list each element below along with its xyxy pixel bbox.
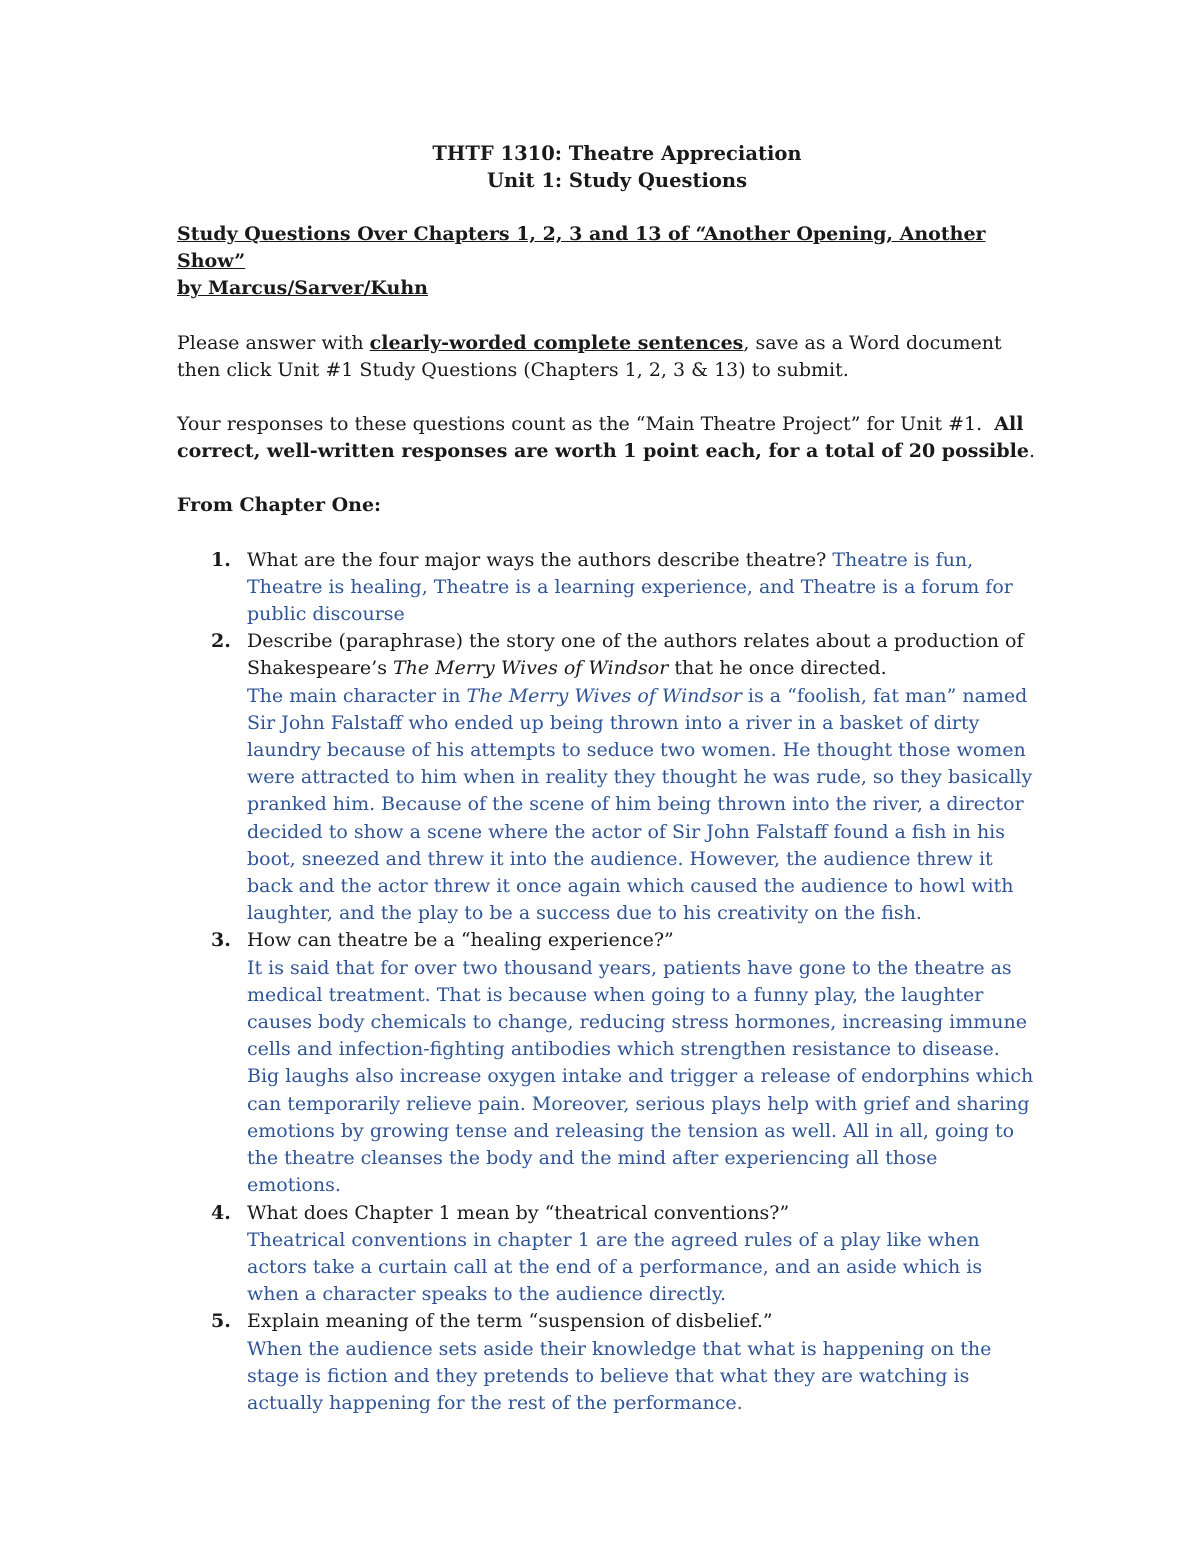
question-item-1 (177, 547, 1037, 629)
instructions-emphasis: clearly-worded complete sentences (369, 331, 744, 354)
answer-text-start: The main character in (247, 684, 467, 707)
question-text-end: that he once directed. (668, 657, 887, 680)
scoring-bold-text: All correct, well-written responses are worth 1 point each, for a total of 20 possible (177, 413, 1029, 463)
answer-text (247, 683, 1037, 928)
document-page (177, 140, 1037, 1417)
question-text (247, 628, 1037, 682)
question-text: What does Chapter 1 mean by “theatrical conventions?” (247, 1201, 790, 1224)
chapter-heading: From Chapter One: (177, 494, 382, 517)
question-number: 5. (211, 1310, 231, 1333)
course-title: THTF 1310: Theatre Appreciation (432, 142, 802, 165)
question-text-start: Describe (paraphrase) the story one of the authors relates about a production of Shakespeare’s (247, 630, 1024, 680)
question-number: 2. (211, 630, 231, 653)
study-questions-heading (177, 221, 1037, 303)
question-text: How can theatre be a “healing experience?” (247, 929, 674, 952)
question-list (177, 547, 1037, 1418)
play-title: The Merry Wives of Windsor (466, 684, 742, 707)
question-item-4 (177, 1200, 1037, 1309)
instructions-text-end: , save as a Word document then click Unit #1 Study Questions (Chapters 1, 2, 3 & 13) to submit. (177, 331, 1002, 381)
question-number: 3. (211, 929, 231, 952)
answer-text: When the audience sets aside their knowledge that what is happening on the stage is fiction and they pretends to believe that what they are watching is actually happening for the rest of the performance. (247, 1337, 992, 1414)
answer-text-end: is a “foolish, fat man” named Sir John Falstaff who ended up being thrown into a river in a basket of dirty laundry because of his attempts to seduce two women. He thought those women were attracted to him when in reality they thought he was rude, so they basically pranked him. Because of the scene of him being thrown into the river, a director decided to show a scene where the actor of Sir John Falstaff found a fish in his boot, sneezed and threw it into the audience. However, the audience threw it back and the actor threw it once again which caused the audience to howl with laughter, and the play to be a success due to his creativity on the fish. (247, 684, 1033, 925)
play-title: The Merry Wives of Windsor (392, 657, 669, 680)
heading-line-1: Study Questions Over Chapters 1, 2, 3 and 13 of “Another Opening, Another Show” (177, 223, 986, 273)
question-text: Explain meaning of the term “suspension of disbelief.” (247, 1310, 773, 1333)
question-text: What are the four major ways the authors describe theatre? (247, 548, 833, 571)
instructions-text: Please answer with (177, 331, 370, 354)
question-item-5 (177, 1308, 1037, 1417)
answer-text: Theatre is fun, Theatre is healing, Theatre is a learning experience, and Theatre is a forum for public discourse (247, 548, 1013, 626)
question-item-2 (177, 628, 1037, 927)
answer-text: Theatrical conventions in chapter 1 are the agreed rules of a play like when actors take a curtain call at the end of a performance, and an aside which is when a character speaks to the audience directly. (247, 1228, 983, 1306)
answer-text: It is said that for over two thousand years, patients have gone to the theatre as medical treatment. That is because when going to a funny play, the laughter causes body chemicals to change, reducing stress hormones, increasing immune cells and infection-fighting antibodies which strengthen resistance to disease. Big laughs also increase oxygen intake and trigger a release of endorphins which can temporarily relieve pain. Moreover, serious plays help with grief and sharing emotions by growing tense and releasing the tension as well. All in all, going to the theatre cleanses the body and the mind after experiencing all those emotions. (247, 956, 1034, 1197)
scoring-paragraph (177, 411, 1037, 465)
question-item-3 (177, 927, 1037, 1199)
question-number: 1. (211, 548, 231, 571)
scoring-text-end: . (1028, 440, 1035, 463)
scoring-text: Your responses to these questions count as the “Main Theatre Project” for Unit #1. (177, 413, 995, 436)
instructions-paragraph (177, 330, 1037, 384)
document-title (197, 140, 1037, 194)
heading-line-2: by Marcus/Sarver/Kuhn (177, 277, 428, 300)
question-number: 4. (211, 1201, 231, 1224)
unit-title: Unit 1: Study Questions (486, 169, 748, 192)
